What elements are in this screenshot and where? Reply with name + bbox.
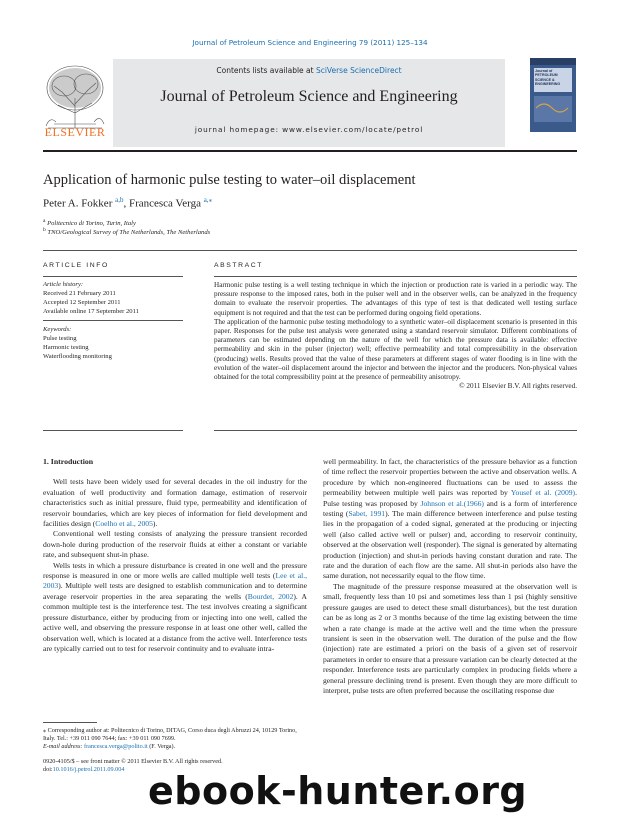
article-title: Application of harmonic pulse testing to water–oil displacement [43,172,416,188]
keywords-label: Keywords: [43,326,72,333]
citation-link[interactable]: Johnson et al.(1966) [420,498,484,508]
email-link[interactable]: francesca.verga@polito.it [84,743,148,751]
author-line [43,196,212,210]
abstract-paragraph: The application of the harmonic pulse testing methodology to a synthetic water–oil displacement scenario is presented in this paper. Responses for the pulse test analysis were generated using a standard reservoir simulator. Different combinations of parameters can be estimated depending on the nature of the well for which the pressure data is available: effective permeability and skin in the pulser (injector) well; effective permeability and total compressibility in the observation (producing) wells. Results proved that the value of these parameters at different stages of water flooding is in line with the evolution of the water–oil displacement around the injector and between the injector and the producers. Non-physical values obtained for the total compressibility point at the presence of permeability anisotropy. [214,317,577,382]
body-paragraph [43,477,307,529]
citation-link[interactable]: Sabet, 1991 [348,509,386,519]
watermark: ebook-hunter.org [148,769,528,813]
keyword: Pulse testing [43,335,77,342]
body-left-column [43,457,307,654]
journal-title: Journal of Petroleum Science and Engineering [160,88,458,105]
history-item: Accepted 12 September 2011 [43,299,121,306]
citation-link[interactable]: Coelho et al., 2005 [95,519,153,529]
affiliation-text: TNO/Geological Survey of The Netherlands, The Netherlands [47,229,211,237]
cover-line: PETROLEUM [535,73,558,78]
body-right-column [323,457,577,696]
title-rule [43,250,577,251]
cover-line: ENGINEERING [535,82,561,87]
info-bottom-rule [43,430,183,431]
sciencedirect-link[interactable]: SciVerse ScienceDirect [315,66,402,75]
article-info-rule [43,276,183,277]
journal-citation[interactable]: Journal of Petroleum Science and Engineering 79 (2011) 125–134 [192,38,428,47]
abstract-heading: ABSTRACT [214,262,264,269]
history-item: Received 21 February 2011 [43,290,116,297]
citation-link[interactable]: Bourdet, 2002 [247,591,294,601]
abstract-paragraph: Harmonic pulse testing is a well testing technique in which the injection or production rate is varied in a periodic way. The pressure response to the imposed rates, both in the pulser well and in the observer wells, can be analyzed in the frequency domain to evaluate the reservoir properties. The advantages of this type of test is that dedicated well testing surface equipment is not required and that the test can be performed during ongoing field operations. [214,281,577,317]
doi-prefix: doi: [43,766,53,774]
text-run: well permeability. In fact, the characteristics of the pressure behavior as a function of time reflect the reservoir properties between the active and observation wells. A procedure by which non-engineered fluctuations can be used to assess the permeability between multiple well pairs was reported by [323,457,577,498]
text-run: . Pulse testing was proposed by [323,488,577,508]
text-run: Well tests have been widely used for several decades in the oil industry for the evaluation of well productivity and formation damage, estimation of reservoir characteristics such as initial pressure, fluid type, permeability and identification of reservoir boundaries, which are key pieces of information for field development and facilities design ( [43,477,307,529]
footnote-marker: ⁎ [43,727,47,734]
email-suffix: (F. Verga). [147,743,176,751]
contents-prefix: Contents lists available at [216,66,316,75]
text-run: and is a form of interference testing ( [323,498,577,519]
keyword: Harmonic testing [43,344,89,351]
header-rule [43,150,577,152]
abstract-bottom-rule [214,430,577,431]
text-run: ). [152,519,158,529]
footnote-text [43,727,307,743]
body-paragraph [323,457,577,582]
corresponding-author-marker[interactable]: ⁎ [208,196,213,204]
abstract-rule [214,276,577,277]
keywords-rule [43,320,183,321]
footnote-body: Corresponding author at: Politecnico di Torino, DITAG, Corso duca degli Abruzzi 24, 10129 Torino, Italy. Tel.: +39 011 090 7644; fax: +39 011 090 7699. [43,727,297,743]
abstract-body [214,281,577,391]
text-run: ). A common multiple test is the interference test. The test involves creating a significant pressure disturbance, either by producing from or injecting into one well, called the active well, and observing the pressure response in at least one other well, called the observation well, which is located at a distance from the active well. Interference tests are typically carried out to test for reservoir continuity and to evaluate intra- [43,591,308,653]
body-paragraph: The magnitude of the pressure response measured at the observation well is small, frequently less than 10 psi and sometimes less than 1 psi (highly sensitive pressure gauges are used to detect these small disturbances), but the test duration can be as long as 2 or 3 months because of the time lag existing between the time when a rate change is made at the active well and the time when the pressure transient is seen in the observation well. The duration of the pulse and the flow (injection) rate are estimated a priori on the basis of a given set of reservoir parameters in order to ensure that a pressure variation can be clearly detected at the responder. Interference tests are particularly complex in producing fields where a general pressure declining trend is present. Even though they are more difficult to interpret, pulse tests are often preferred because the oscillating response due [323,581,577,695]
article-history [43,280,183,316]
publisher-logo-text: ELSEVIER [44,125,106,139]
history-item: Available online 17 September 2011 [43,308,139,315]
cover-title [535,69,572,87]
affiliation-text: Politecnico di Torino, Turin, Italy [47,220,136,228]
affiliation [43,218,136,227]
journal-cover-image [530,58,576,132]
author-affiliation-marker[interactable]: a,b [115,196,124,204]
issn-line: 0920-4105/$ – see front matter © 2011 Elsevier B.V. All rights reserved. [43,758,223,765]
section-heading: 1. Introduction [43,457,94,466]
cover-line: SCIENCE & [535,77,555,82]
affiliation-marker: a [43,218,46,224]
text-run: ). The main difference between interference and pulse testing lies in the propagation of a coded signal, generated at the producing or injecting well (also called active well or pulser) and, according to reservoir continuity, observed at the observation well (responder). The signal is generated by alternating production (injection) and shut-in periods having constant duration and rate. The rate and the duration of each flow are the same. All shut-in periods also have the same duration, not necessarily equal to the flow time. [323,509,577,581]
author-affiliation-marker[interactable]: a, [203,196,209,204]
corresponding-footnote [43,727,307,752]
history-label: Article history: [43,281,84,288]
citation-link[interactable]: Lee et al., 2003 [43,571,307,591]
text-run: Wells tests in which a pressure disturbance is created in one well and the pressure response is measured in one or more wells are called multiple well tests ( [43,560,307,581]
author-name: Peter A. Fokker [43,197,113,210]
contents-line [113,66,505,75]
article-info-heading: ARTICLE INFO [43,262,109,269]
affiliation [43,227,210,236]
citation-link[interactable]: Yousef et al. (2009) [510,488,576,498]
body-paragraph [43,561,307,655]
author-name: Francesca Verga [128,197,201,210]
abstract-copyright: © 2011 Elsevier B.V. All rights reserved. [459,382,577,391]
doi-link[interactable]: 10.1016/j.petrol.2011.09.004 [52,766,125,774]
text-run: ). Multiple well tests are designed to establish communication and to determine average reservoir properties in the area separating the wells ( [43,581,307,601]
affiliation-marker: b [43,227,46,233]
body-paragraph: Conventional well testing consists of analyzing the pressure transient recorded down-hole during production of the reservoir fluids at either a constant or variable rate, and subsequent shut-in phase. [43,529,307,560]
keyword: Waterflooding monitoring [43,353,112,360]
footnote-rule [43,722,97,723]
journal-homepage[interactable]: journal homepage: www.elsevier.com/locate/petrol [194,125,424,134]
cover-line: Journal of [535,69,553,73]
elsevier-logo [40,58,110,146]
email-label: E-mail address: [43,743,83,751]
keywords-block [43,325,183,361]
email-line [43,743,307,751]
author-separator: , [123,197,129,210]
